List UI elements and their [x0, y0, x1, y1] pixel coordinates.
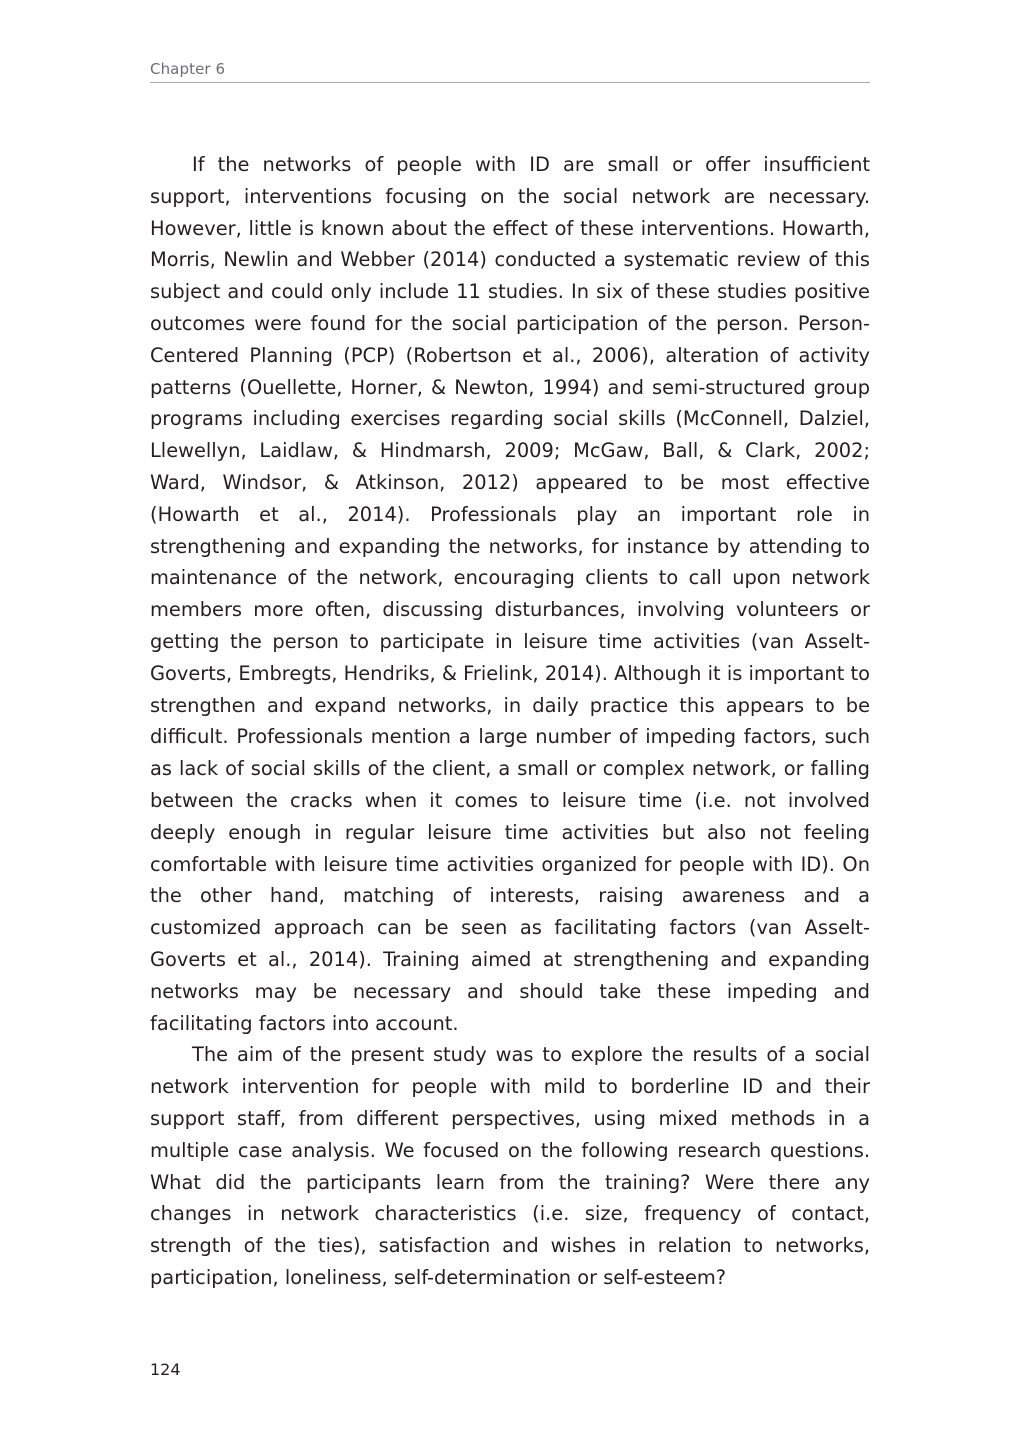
paragraph: If the networks of people with ID are small or offer insufficient support, interventions focusing on the social network are necessary. However, little is known about the effect of these interventions. Howarth, Morris, Newlin and Webber (2014) conducted a systematic review of this subject and could only include 11 studies. In six of these studies positive outcomes were found for the social participation of the person. Person-Centered Planning (PCP) (Robertson et al., 2006), alteration of activity patterns (Ouellette, Horner, & Newton, 1994) and semi-structured group programs including exercises regarding social skills (McConnell, Dalziel, Llewellyn, Laidlaw, & Hindmarsh, 2009; McGaw, Ball, & Clark, 2002; Ward, Windsor, & Atkinson, 2012) appeared to be most effective (Howarth et al., 2014). Professionals play an important role in strengthening and expanding the networks, for instance by attending to maintenance of the network, encouraging clients to call upon network members more often, discussing disturbances, involving volunteers or getting the person to participate in leisure time activities (van Asselt-Goverts, Embregts, Hendriks, & Frielink, 2014). Although it is important to strengthen and expand networks, in daily practice this appears to be difficult. Professionals mention a large number of impeding factors, such as lack of social skills of the client, a small or complex network, or falling between the cracks when it comes to leisure time (i.e. not involved deeply enough in regular leisure time activities but also not feeling comfortable with leisure time activities organized for people with ID). On the other hand, matching of interests, raising awareness and a customized approach can be seen as facilitating factors (van Asselt-Goverts et al., 2014). Training aimed at strengthening and expanding networks may be necessary and should take these impeding and facilitating factors into account.	[150, 153, 870, 1035]
paragraph: The aim of the present study was to explore the results of a social network intervention for people with mild to borderline ID and their support staff, from different perspectives, using mixed methods in a multiple case analysis. We focused on the following research questions. What did the participants learn from the training? Were there any changes in network characteristics (i.e. size, frequency of contact, strength of the ties), satisfaction and wishes in relation to networks, participation, loneliness, self-determination or self-esteem?	[150, 1043, 870, 1289]
running-header	[150, 58, 870, 83]
body-text	[150, 149, 870, 1294]
chapter-label: Chapter 6	[150, 60, 226, 78]
page-number: 124	[150, 1360, 181, 1379]
